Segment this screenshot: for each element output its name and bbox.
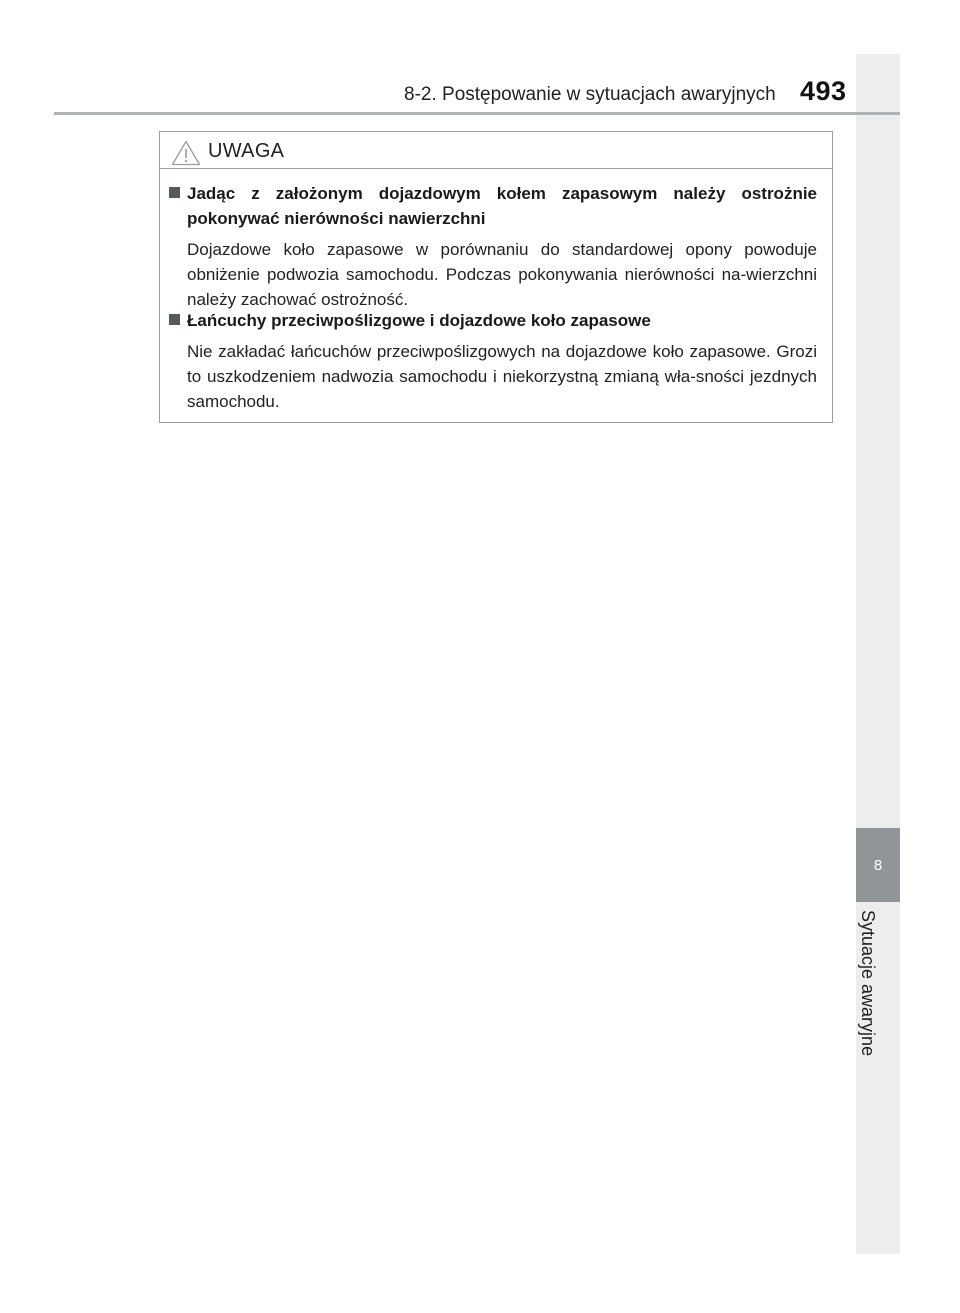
chapter-title: Sytuacje awaryjne: [858, 910, 878, 1057]
warning-triangle-icon: [171, 140, 201, 166]
section-heading-text: Łańcuchy przeciwpoślizgowe i dojazdowe koło zapasowe: [187, 311, 651, 330]
warning-header: [160, 132, 832, 169]
section-heading-text: Jadąc z założonym dojazdowym kołem zapasowym należy ostrożnie pokonywać nierówności nawierzchni: [187, 184, 817, 228]
section-body: Nie zakładać łańcuchów przeciwpoślizgowych na dojazdowe koło zapasowe. Grozi to uszkodzeniem nadwozia samochodu i niekorzystną zmianą wła-sności jezdnych samochodu.: [187, 342, 817, 411]
side-tab: [856, 54, 900, 1254]
warning-section-1: [169, 181, 817, 312]
warning-box: [159, 131, 833, 423]
square-bullet-icon: [169, 187, 180, 198]
section-heading: [169, 181, 817, 231]
warning-title: UWAGA: [208, 140, 285, 162]
page-number: 493: [800, 76, 847, 106]
square-bullet-icon: [169, 314, 180, 325]
section-body: Dojazdowe koło zapasowe w porównaniu do standardowej opony powoduje obniżenie podwozia samochodu. Podczas pokonywania nierówności na-wierzchni należy zachować ostrożność.: [187, 240, 817, 309]
header-rule: [54, 112, 900, 115]
chapter-number: 8: [873, 856, 883, 874]
section-title: 8-2. Postępowanie w sytuacjach awaryjnych: [404, 84, 776, 105]
warning-section-2: [169, 308, 817, 414]
chapter-number-tab: [856, 828, 900, 902]
section-heading: [169, 308, 817, 333]
